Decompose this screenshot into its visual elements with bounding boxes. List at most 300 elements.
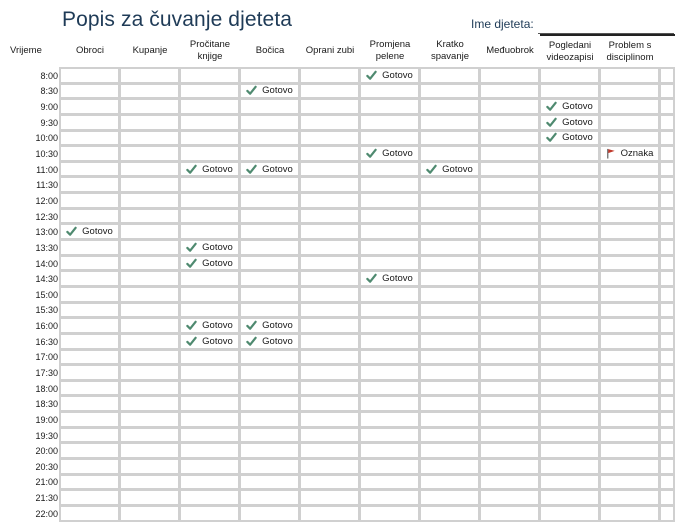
cell-bath[interactable] [119, 427, 180, 444]
cell-meals[interactable] [59, 223, 120, 240]
cell-teeth[interactable] [299, 380, 360, 397]
cell-bath[interactable] [119, 395, 180, 412]
cell-books[interactable] [179, 98, 240, 115]
cell-nap[interactable] [419, 286, 480, 303]
cell-discipline[interactable] [599, 192, 660, 209]
cell-books[interactable] [179, 145, 240, 162]
cell-snack[interactable] [479, 442, 540, 459]
cell-snack[interactable] [479, 349, 540, 366]
cell-meals[interactable] [59, 192, 120, 209]
cell-bottle[interactable] [239, 317, 300, 334]
cell-discipline[interactable] [599, 270, 660, 287]
cell-videos[interactable] [539, 442, 600, 459]
cell-books[interactable] [179, 67, 240, 84]
cell-nap[interactable] [419, 349, 480, 366]
cell-discipline[interactable] [599, 286, 660, 303]
cell-snack[interactable] [479, 458, 540, 475]
cell-discipline[interactable] [599, 317, 660, 334]
cell-teeth[interactable] [299, 208, 360, 225]
cell-teeth[interactable] [299, 458, 360, 475]
cell-snack[interactable] [479, 286, 540, 303]
cell-books[interactable] [179, 333, 240, 350]
cell-bottle[interactable] [239, 270, 300, 287]
cell-books[interactable] [179, 317, 240, 334]
cell-meals[interactable] [59, 317, 120, 334]
cell-videos[interactable] [539, 411, 600, 428]
cell-bottle[interactable] [239, 427, 300, 444]
cell-diaper[interactable] [359, 474, 420, 491]
cell-snack[interactable] [479, 98, 540, 115]
cell-snack[interactable] [479, 223, 540, 240]
cell-discipline[interactable] [599, 427, 660, 444]
cell-books[interactable] [179, 380, 240, 397]
cell-nap[interactable] [419, 442, 480, 459]
cell-discipline[interactable] [599, 458, 660, 475]
cell-bottle[interactable] [239, 145, 300, 162]
cell-snack[interactable] [479, 270, 540, 287]
cell-nap[interactable] [419, 176, 480, 193]
cell-discipline[interactable] [599, 208, 660, 225]
cell-discipline[interactable] [599, 442, 660, 459]
cell-bath[interactable] [119, 67, 180, 84]
cell-nap[interactable] [419, 161, 480, 178]
cell-discipline[interactable] [599, 489, 660, 506]
cell-meals[interactable] [59, 270, 120, 287]
cell-discipline[interactable] [599, 380, 660, 397]
cell-diaper[interactable] [359, 411, 420, 428]
cell-diaper[interactable] [359, 302, 420, 319]
cell-bath[interactable] [119, 114, 180, 131]
cell-books[interactable] [179, 192, 240, 209]
cell-teeth[interactable] [299, 333, 360, 350]
cell-books[interactable] [179, 208, 240, 225]
cell-teeth[interactable] [299, 395, 360, 412]
cell-diaper[interactable] [359, 176, 420, 193]
cell-snack[interactable] [479, 114, 540, 131]
cell-meals[interactable] [59, 489, 120, 506]
cell-snack[interactable] [479, 83, 540, 100]
cell-nap[interactable] [419, 458, 480, 475]
cell-teeth[interactable] [299, 67, 360, 84]
cell-snack[interactable] [479, 333, 540, 350]
cell-teeth[interactable] [299, 442, 360, 459]
cell-discipline[interactable] [599, 239, 660, 256]
cell-snack[interactable] [479, 192, 540, 209]
cell-teeth[interactable] [299, 270, 360, 287]
cell-bath[interactable] [119, 176, 180, 193]
cell-bath[interactable] [119, 208, 180, 225]
cell-teeth[interactable] [299, 474, 360, 491]
cell-teeth[interactable] [299, 255, 360, 272]
cell-meals[interactable] [59, 67, 120, 84]
cell-bottle[interactable] [239, 83, 300, 100]
cell-books[interactable] [179, 395, 240, 412]
cell-snack[interactable] [479, 364, 540, 381]
cell-nap[interactable] [419, 239, 480, 256]
cell-bottle[interactable] [239, 286, 300, 303]
cell-discipline[interactable] [599, 114, 660, 131]
cell-teeth[interactable] [299, 130, 360, 147]
cell-diaper[interactable] [359, 380, 420, 397]
cell-nap[interactable] [419, 270, 480, 287]
cell-diaper[interactable] [359, 208, 420, 225]
cell-snack[interactable] [479, 145, 540, 162]
time-label: 14:00 [35, 258, 58, 269]
cell-teeth[interactable] [299, 239, 360, 256]
cell-nap[interactable] [419, 114, 480, 131]
cell-meals[interactable] [59, 395, 120, 412]
done-label: Gotovo [382, 69, 413, 81]
cell-bottle[interactable] [239, 474, 300, 491]
cell-bath[interactable] [119, 145, 180, 162]
cell-snack[interactable] [479, 474, 540, 491]
cell-meals[interactable] [59, 411, 120, 428]
cell-bath[interactable] [119, 223, 180, 240]
cell-discipline[interactable] [599, 145, 660, 162]
cell-diaper[interactable] [359, 427, 420, 444]
cell-snack[interactable] [479, 302, 540, 319]
cell-nap[interactable] [419, 83, 480, 100]
cell-videos[interactable] [539, 114, 600, 131]
cell-books[interactable] [179, 427, 240, 444]
cell-teeth[interactable] [299, 505, 360, 522]
cell-discipline[interactable] [599, 302, 660, 319]
cell-teeth[interactable] [299, 192, 360, 209]
cell-discipline[interactable] [599, 505, 660, 522]
cell-bath[interactable] [119, 333, 180, 350]
cell-books[interactable] [179, 442, 240, 459]
cell-bottle[interactable] [239, 176, 300, 193]
cell-discipline[interactable] [599, 364, 660, 381]
cell-nap[interactable] [419, 380, 480, 397]
cell-meals[interactable] [59, 130, 120, 147]
cell-bottle[interactable] [239, 458, 300, 475]
cell-books[interactable] [179, 239, 240, 256]
cell-teeth[interactable] [299, 364, 360, 381]
cell-meals[interactable] [59, 474, 120, 491]
cell-videos[interactable] [539, 333, 600, 350]
cell-nap[interactable] [419, 474, 480, 491]
cell-videos[interactable] [539, 270, 600, 287]
cell-teeth[interactable] [299, 145, 360, 162]
cell-videos[interactable] [539, 130, 600, 147]
cell-diaper[interactable] [359, 270, 420, 287]
cell-nap[interactable] [419, 395, 480, 412]
cell-discipline[interactable] [599, 474, 660, 491]
cell-discipline[interactable] [599, 161, 660, 178]
cell-teeth[interactable] [299, 411, 360, 428]
cell-bath[interactable] [119, 349, 180, 366]
cell-diaper[interactable] [359, 239, 420, 256]
cell-bottle[interactable] [239, 489, 300, 506]
cell-snack[interactable] [479, 505, 540, 522]
cell-meals[interactable] [59, 333, 120, 350]
cell-books[interactable] [179, 474, 240, 491]
cell-bath[interactable] [119, 270, 180, 287]
cell-bath[interactable] [119, 364, 180, 381]
cell-bath[interactable] [119, 474, 180, 491]
cell-bath[interactable] [119, 130, 180, 147]
cell-diaper[interactable] [359, 130, 420, 147]
cell-bottle[interactable] [239, 349, 300, 366]
cell-videos[interactable] [539, 208, 600, 225]
cell-discipline[interactable] [599, 255, 660, 272]
cell-meals[interactable] [59, 442, 120, 459]
cell-diaper[interactable] [359, 98, 420, 115]
cell-snack[interactable] [479, 427, 540, 444]
cell-meals[interactable] [59, 161, 120, 178]
cell-teeth[interactable] [299, 223, 360, 240]
cell-meals[interactable] [59, 286, 120, 303]
cell-discipline[interactable] [599, 411, 660, 428]
cell-discipline[interactable] [599, 67, 660, 84]
cell-bottle[interactable] [239, 130, 300, 147]
cell-bath[interactable] [119, 489, 180, 506]
cell-diaper[interactable] [359, 364, 420, 381]
cell-discipline[interactable] [599, 223, 660, 240]
cell-diaper[interactable] [359, 114, 420, 131]
cell-meals[interactable] [59, 239, 120, 256]
cell-snack[interactable] [479, 489, 540, 506]
time-label: 10:30 [35, 149, 58, 160]
cell-bath[interactable] [119, 505, 180, 522]
time-label: 19:00 [35, 414, 58, 425]
cell-videos[interactable] [539, 317, 600, 334]
cell-books[interactable] [179, 302, 240, 319]
cell-videos[interactable] [539, 505, 600, 522]
cell-overflow [659, 302, 675, 319]
cell-bottle[interactable] [239, 505, 300, 522]
done-label: Gotovo [262, 320, 293, 332]
cell-books[interactable] [179, 255, 240, 272]
cell-videos[interactable] [539, 192, 600, 209]
cell-nap[interactable] [419, 208, 480, 225]
cell-bath[interactable] [119, 411, 180, 428]
cell-nap[interactable] [419, 223, 480, 240]
cell-videos[interactable] [539, 302, 600, 319]
cell-bottle[interactable] [239, 192, 300, 209]
cell-nap[interactable] [419, 427, 480, 444]
cell-bottle[interactable] [239, 395, 300, 412]
cell-bottle[interactable] [239, 364, 300, 381]
cell-bath[interactable] [119, 255, 180, 272]
cell-books[interactable] [179, 130, 240, 147]
cell-books[interactable] [179, 349, 240, 366]
cell-diaper[interactable] [359, 83, 420, 100]
cell-books[interactable] [179, 223, 240, 240]
cell-discipline[interactable] [599, 130, 660, 147]
time-label: 12:00 [35, 195, 58, 206]
cell-meals[interactable] [59, 427, 120, 444]
cell-books[interactable] [179, 161, 240, 178]
cell-nap[interactable] [419, 411, 480, 428]
cell-bottle[interactable] [239, 161, 300, 178]
cell-videos[interactable] [539, 223, 600, 240]
cell-snack[interactable] [479, 208, 540, 225]
cell-snack[interactable] [479, 130, 540, 147]
cell-teeth[interactable] [299, 489, 360, 506]
cell-meals[interactable] [59, 176, 120, 193]
cell-diaper[interactable] [359, 489, 420, 506]
cell-bath[interactable] [119, 161, 180, 178]
cell-snack[interactable] [479, 395, 540, 412]
cell-bottle[interactable] [239, 333, 300, 350]
cell-books[interactable] [179, 489, 240, 506]
cell-meals[interactable] [59, 458, 120, 475]
cell-bath[interactable] [119, 302, 180, 319]
cell-bath[interactable] [119, 192, 180, 209]
cell-bath[interactable] [119, 98, 180, 115]
cell-nap[interactable] [419, 302, 480, 319]
cell-meals[interactable] [59, 505, 120, 522]
cell-teeth[interactable] [299, 161, 360, 178]
cell-nap[interactable] [419, 130, 480, 147]
cell-books[interactable] [179, 83, 240, 100]
cell-diaper[interactable] [359, 161, 420, 178]
cell-bottle[interactable] [239, 239, 300, 256]
cell-discipline[interactable] [599, 98, 660, 115]
cell-videos[interactable] [539, 286, 600, 303]
cell-bottle[interactable] [239, 442, 300, 459]
cell-teeth[interactable] [299, 83, 360, 100]
cell-nap[interactable] [419, 255, 480, 272]
cell-meals[interactable] [59, 380, 120, 397]
cell-teeth[interactable] [299, 98, 360, 115]
cell-bath[interactable] [119, 317, 180, 334]
cell-nap[interactable] [419, 192, 480, 209]
cell-snack[interactable] [479, 317, 540, 334]
cell-videos[interactable] [539, 349, 600, 366]
cell-videos[interactable] [539, 395, 600, 412]
cell-nap[interactable] [419, 98, 480, 115]
cell-diaper[interactable] [359, 458, 420, 475]
cell-snack[interactable] [479, 411, 540, 428]
cell-books[interactable] [179, 114, 240, 131]
cell-bottle[interactable] [239, 223, 300, 240]
cell-bath[interactable] [119, 380, 180, 397]
cell-teeth[interactable] [299, 302, 360, 319]
cell-bottle[interactable] [239, 98, 300, 115]
cell-meals[interactable] [59, 302, 120, 319]
cell-videos[interactable] [539, 380, 600, 397]
cell-bottle[interactable] [239, 302, 300, 319]
cell-meals[interactable] [59, 364, 120, 381]
cell-teeth[interactable] [299, 176, 360, 193]
cell-nap[interactable] [419, 67, 480, 84]
cell-meals[interactable] [59, 98, 120, 115]
cell-bottle[interactable] [239, 67, 300, 84]
cell-diaper[interactable] [359, 286, 420, 303]
cell-diaper[interactable] [359, 67, 420, 84]
cell-discipline[interactable] [599, 349, 660, 366]
cell-videos[interactable] [539, 239, 600, 256]
cell-snack[interactable] [479, 161, 540, 178]
cell-nap[interactable] [419, 333, 480, 350]
cell-diaper[interactable] [359, 505, 420, 522]
cell-snack[interactable] [479, 176, 540, 193]
cell-videos[interactable] [539, 176, 600, 193]
cell-diaper[interactable] [359, 395, 420, 412]
cell-nap[interactable] [419, 364, 480, 381]
cell-bottle[interactable] [239, 411, 300, 428]
done-label: Gotovo [382, 273, 413, 285]
cell-meals[interactable] [59, 145, 120, 162]
cell-videos[interactable] [539, 83, 600, 100]
cell-diaper[interactable] [359, 333, 420, 350]
cell-videos[interactable] [539, 427, 600, 444]
cell-bath[interactable] [119, 239, 180, 256]
cell-books[interactable] [179, 270, 240, 287]
cell-books[interactable] [179, 176, 240, 193]
cell-videos[interactable] [539, 67, 600, 84]
cell-books[interactable] [179, 411, 240, 428]
cell-videos[interactable] [539, 474, 600, 491]
cell-diaper[interactable] [359, 145, 420, 162]
cell-nap[interactable] [419, 317, 480, 334]
cell-bath[interactable] [119, 458, 180, 475]
cell-diaper[interactable] [359, 223, 420, 240]
cell-meals[interactable] [59, 114, 120, 131]
cell-teeth[interactable] [299, 427, 360, 444]
cell-bottle[interactable] [239, 380, 300, 397]
cell-diaper[interactable] [359, 442, 420, 459]
cell-bottle[interactable] [239, 114, 300, 131]
cell-bath[interactable] [119, 83, 180, 100]
cell-bath[interactable] [119, 442, 180, 459]
cell-teeth[interactable] [299, 286, 360, 303]
cell-videos[interactable] [539, 98, 600, 115]
cell-videos[interactable] [539, 145, 600, 162]
cell-diaper[interactable] [359, 255, 420, 272]
cell-discipline[interactable] [599, 333, 660, 350]
cell-meals[interactable] [59, 255, 120, 272]
cell-snack[interactable] [479, 255, 540, 272]
cell-videos[interactable] [539, 458, 600, 475]
cell-books[interactable] [179, 286, 240, 303]
cell-meals[interactable] [59, 83, 120, 100]
cell-teeth[interactable] [299, 114, 360, 131]
cell-discipline[interactable] [599, 176, 660, 193]
cell-diaper[interactable] [359, 192, 420, 209]
cell-books[interactable] [179, 458, 240, 475]
column-header-snack: Međuobrok [486, 45, 534, 56]
cell-nap[interactable] [419, 505, 480, 522]
cell-discipline[interactable] [599, 395, 660, 412]
cell-videos[interactable] [539, 489, 600, 506]
cell-nap[interactable] [419, 489, 480, 506]
cell-snack[interactable] [479, 380, 540, 397]
cell-videos[interactable] [539, 364, 600, 381]
cell-teeth[interactable] [299, 349, 360, 366]
cell-discipline[interactable] [599, 83, 660, 100]
cell-teeth[interactable] [299, 317, 360, 334]
cell-snack[interactable] [479, 67, 540, 84]
cell-bottle[interactable] [239, 208, 300, 225]
cell-diaper[interactable] [359, 317, 420, 334]
cell-meals[interactable] [59, 349, 120, 366]
cell-videos[interactable] [539, 161, 600, 178]
cell-bath[interactable] [119, 286, 180, 303]
cell-bottle[interactable] [239, 255, 300, 272]
cell-books[interactable] [179, 364, 240, 381]
cell-overflow [659, 239, 675, 256]
cell-diaper[interactable] [359, 349, 420, 366]
cell-meals[interactable] [59, 208, 120, 225]
cell-books[interactable] [179, 505, 240, 522]
cell-videos[interactable] [539, 255, 600, 272]
cell-nap[interactable] [419, 145, 480, 162]
cell-snack[interactable] [479, 239, 540, 256]
